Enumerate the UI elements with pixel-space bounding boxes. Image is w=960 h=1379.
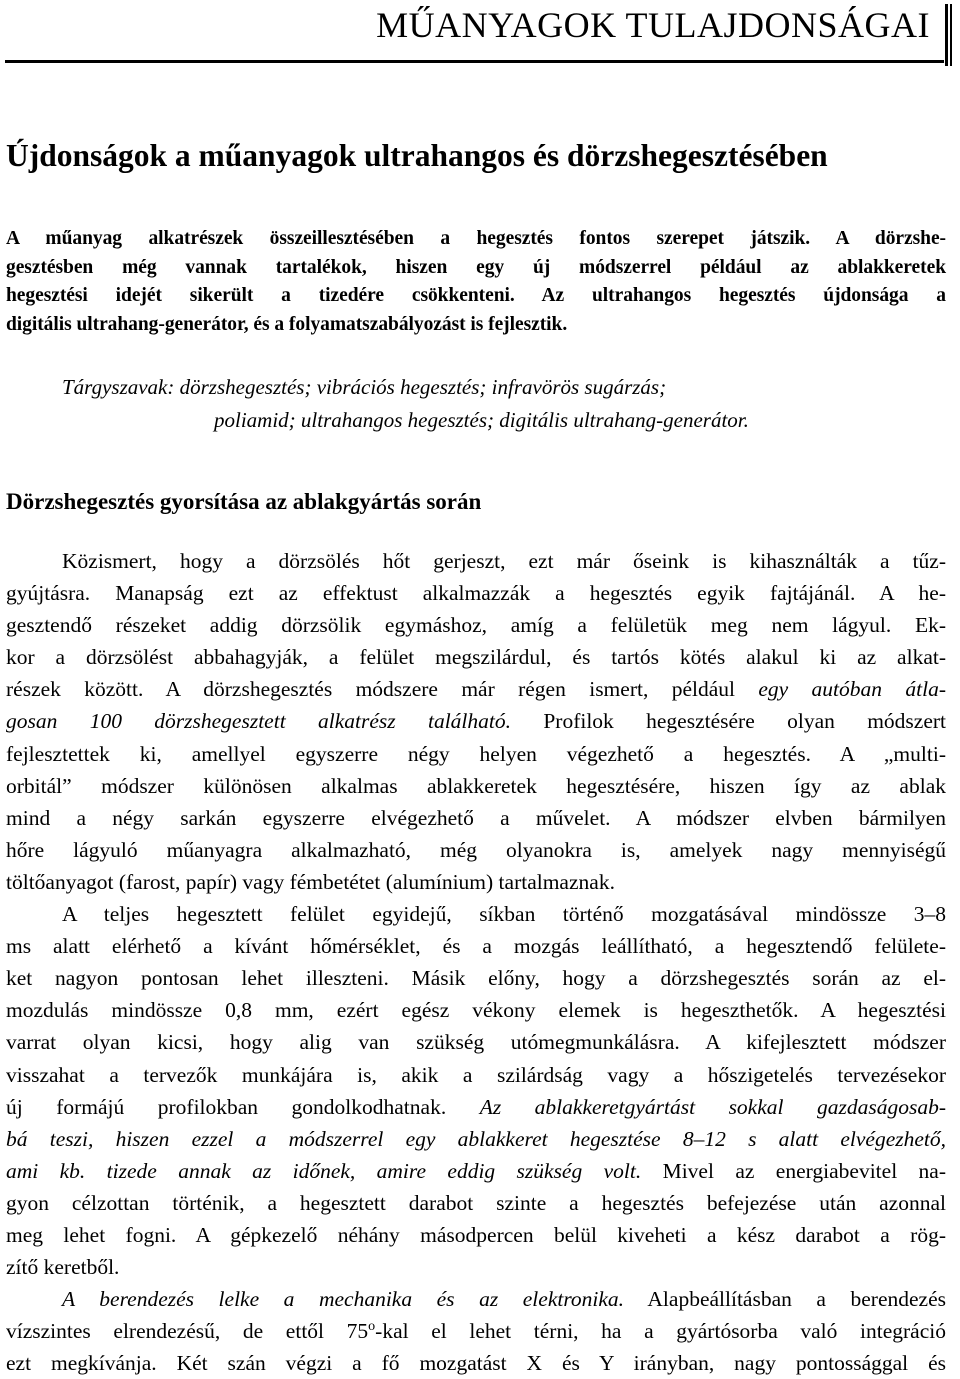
text-line xyxy=(6,1315,946,1347)
keywords-line: poliamid; ultrahangos hegesztés; digitális ultrahang-generátor. xyxy=(214,408,749,432)
text-line: kor a dörzsölést abbahagyják, a felület megszilárdul, és tartós kötés alakul ki az alkat- xyxy=(6,645,946,670)
article-title: Újdonságok a műanyagok ultrahangos és dörzshegesztésében xyxy=(6,138,828,173)
running-header-title: MŰANYAGOK TULAJDONSÁGAI xyxy=(376,5,930,45)
text-line xyxy=(6,1155,946,1187)
text-line: zítő keretből. xyxy=(6,1255,120,1280)
text-line: mozdulás mindössze 0,8 mm, ezért egész vékony elemek is hegeszthetők. A hegesztési xyxy=(6,998,946,1023)
text-line: gyon célzottan történik, a hegesztett darabot szinte a hegesztés befejezése után azonnal xyxy=(6,1190,946,1215)
text-line: ezt megkívánja. Két szán végzi a fő mozgatást X és Y irányban, nagy pontossággal és xyxy=(6,1351,946,1376)
text-line: gyújtásra. Manapság ezt az effektust alkalmazzák a hegesztés egyik fajtájánál. A he- xyxy=(6,581,946,606)
header-vertical-bar xyxy=(945,4,952,66)
text-span: Mivel az energiabevitel na- xyxy=(641,1158,946,1183)
section-heading: Dörzshegesztés gyorsítása az ablakgyártás során xyxy=(6,489,482,514)
abstract xyxy=(6,225,946,339)
text-line: ket nagyon pontosan lehet illeszteni. Másik előny, hogy a dörzshegesztés során az el- xyxy=(6,966,946,991)
abstract-line: hegesztési idejét sikerült a tizedére csökkenteni. Az ultrahangos hegesztés újdonsága a xyxy=(6,285,946,306)
degree-superscript: o xyxy=(368,1319,376,1335)
text-line: visszahat a tervezők munkájára is, akik a szilárdság vagy a hőszigetelés tervezésekor xyxy=(6,1062,946,1087)
text-span: Alapbeállításban a berendezés xyxy=(624,1287,946,1312)
italic-text: A berendezés lelke a mechanika és az elektronika. xyxy=(62,1287,625,1312)
text-line: gesztendő részeket addig dörzsölik egymáshoz, amíg a felületük meg nem lágyul. Ek- xyxy=(6,613,946,638)
text-span: részek között. A dörzshegesztés módszere már régen ismert, például xyxy=(6,677,759,702)
text-line: varrat olyan kicsi, hogy alig van szükség utómegmunkálásra. A kifejlesztett módszer xyxy=(6,1030,946,1055)
abstract-line: digitális ultrahang-generátor, és a folyamatszabályozást is fejlesztik. xyxy=(6,313,568,335)
text-line: Közismert, hogy a dörzsölés hőt gerjeszt, ezt már őseink is kihasználták a tűz- xyxy=(62,549,946,573)
text-span: -kal el lehet térni, ha a gyártósorba való integráció xyxy=(375,1319,946,1344)
text-line xyxy=(6,1091,946,1123)
abstract-line: gesztésben még vannak tartalékok, hiszen egy új módszerrel például az ablakkeretek xyxy=(6,256,946,278)
header-rule xyxy=(5,60,944,63)
italic-text: ami kb. tizede annak az időnek, amire eddig szükség volt. xyxy=(6,1158,642,1183)
text-line: mind a négy sarkán egyszerre elvégezhető a művelet. A módszer elvben bármilyen xyxy=(6,805,946,830)
text-line: A teljes hegesztett felület egyidejű, síkban történő mozgatásával mindössze 3–8 xyxy=(62,902,946,927)
italic-text: gosan 100 dörzshegesztett alkatrész található. xyxy=(6,709,511,734)
italic-text-line: bá teszi, hiszen ezzel a módszerrel egy ablakkeret hegesztése 8–12 s alatt elvégezhető, xyxy=(6,1126,946,1151)
text-line: ms alatt elérhető a kívánt hőmérséklet, és a mozgás leállítható, a hegesztendő felülete- xyxy=(6,934,946,959)
text-span: Profilok hegesztésére olyan módszert xyxy=(511,709,947,734)
text-span: vízszintes elrendezésű, de ettől 75 xyxy=(6,1319,369,1344)
italic-text: Az ablakkeretgyártást sokkal gazdaságosab- xyxy=(479,1094,946,1119)
text-line: orbitál” módszer különösen alkalmas ablakkeretek hegesztésére, hiszen így az ablak xyxy=(6,773,946,798)
body-text xyxy=(6,545,946,1379)
abstract-line: A műanyag alkatrészek összeillesztésében a hegesztés fontos szerepet játszik. A dörzshe- xyxy=(6,228,946,249)
text-line xyxy=(6,673,946,705)
text-line: hőre lágyuló műanyagra alkalmazható, még olyanokra is, amelyek nagy mennyiségű xyxy=(6,837,946,862)
italic-text: egy autóban átla- xyxy=(758,677,946,702)
text-line: fejlesztettek ki, amellyel egyszerre négy helyen végezhető a hegesztés. A „multi- xyxy=(6,741,946,766)
text-line: meg lehet fogni. A gépkezelő néhány másodpercen belül kiveheti a kész darabot a rög- xyxy=(6,1222,946,1247)
keywords-line: Tárgyszavak: dörzshegesztés; vibrációs hegesztés; infravörös sugárzás; xyxy=(62,375,667,399)
keywords xyxy=(62,371,946,437)
text-span: új formájú profilokban gondolkodhatnak. xyxy=(6,1094,480,1119)
text-line xyxy=(6,705,946,737)
text-line: töltőanyagot (farost, papír) vagy fémbetétet (alumínium) tartalmaznak. xyxy=(6,869,615,894)
running-header xyxy=(0,0,960,62)
text-line xyxy=(6,1283,946,1315)
